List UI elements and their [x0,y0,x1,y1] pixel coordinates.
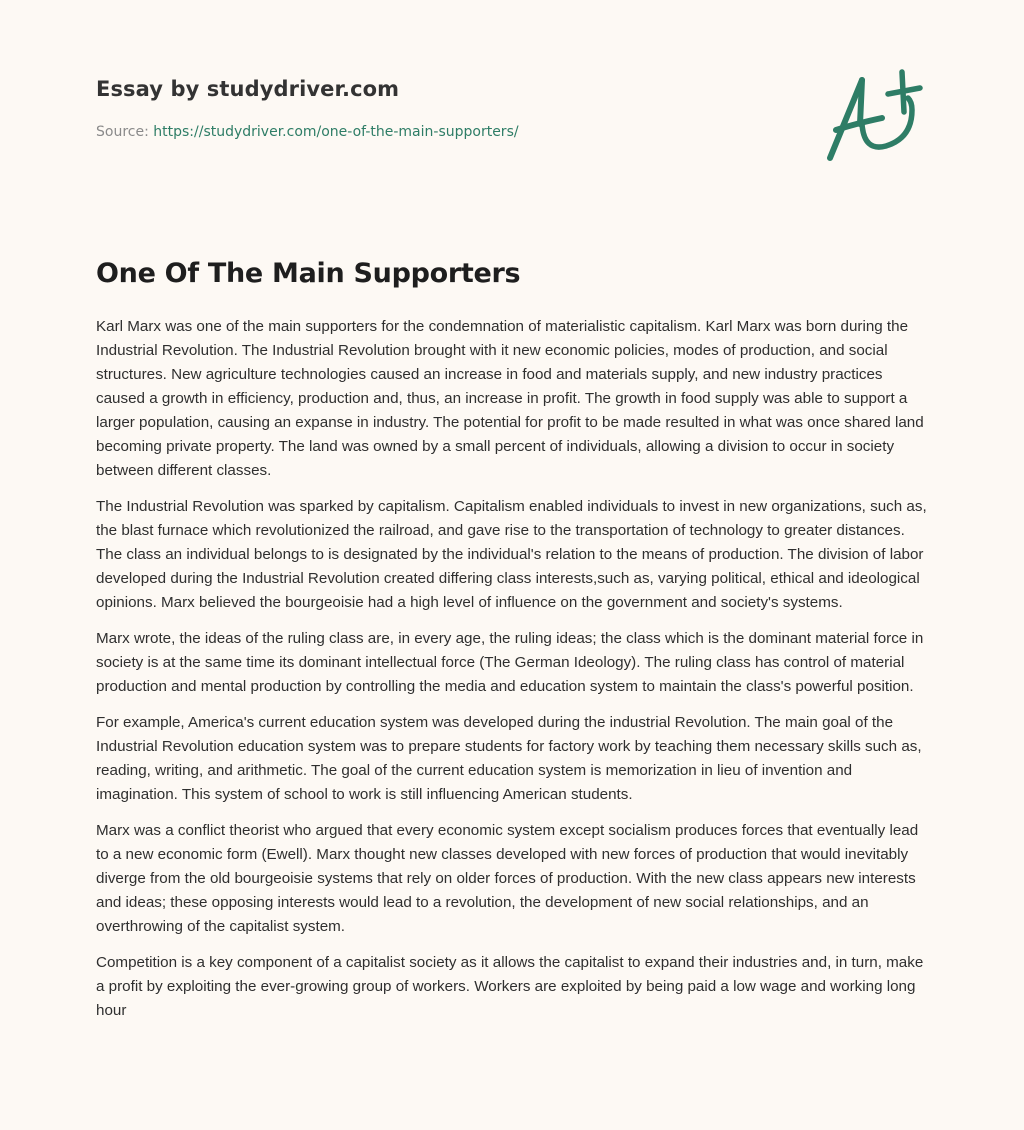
source-link[interactable]: https://studydriver.com/one-of-the-main-supporters/ [153,124,519,140]
essay-title: One Of The Main Supporters [96,258,521,289]
essay-header [96,74,796,142]
source-label: Source: [96,124,149,140]
essay-paragraph: Marx was a conflict theorist who argued that every economic system except socialism produces forces that eventually lead to a new economic form (Ewell). Marx thought new classes developed with new forces of production that would inevitably diverge from the old bourgeoisie systems that rely on older forces of production. With the new class appears new interests and ideas; these opposing interests would lead to a revolution, the development of new social relationships, and an overthrowing of the capitalist system. [96,822,919,935]
essay-paragraph: Competition is a key component of a capitalist society as it allows the capitalist to expand their industries and, in turn, make a profit by exploiting the ever-growing group of workers. Workers are exploited by being paid a low wage and working long hour [96,954,924,1019]
essay-body [96,315,928,1035]
a-plus-grade-icon [820,66,930,166]
essay-paragraph: For example, America's current education system was developed during the industrial Revolution. The main goal of the Industrial Revolution education system was to prepare students for factory work by teaching them necessary skills such as, reading, writing, and arithmetic. The goal of the current education system is memorization in lieu of invention and imagination. This system of school to work is still influencing American students. [96,714,922,803]
essay-paragraph: The Industrial Revolution was sparked by capitalism. Capitalism enabled individuals to invest in new organizations, such as, the blast furnace which revolutionized the railroad, and gave rise to the transportation of technology to greater distances. The class an individual belongs to is designated by the individual's relation to the means of production. The division of labor developed during the Industrial Revolution created differing class interests,such as, varying political, ethical and ideological opinions. Marx believed the bourgeoisie had a high level of influence on the government and society's systems. [96,498,927,611]
essay-paragraph: Karl Marx was one of the main supporters for the condemnation of materialistic capitalism. Karl Marx was born during the Industrial Revolution. The Industrial Revolution brought with it new economic policies, modes of production, and social structures. New agriculture technologies caused an increase in food and materials supply, and new industry practices caused a growth in efficiency, production and, thus, an increase in profit. The growth in food supply was able to support a larger population, causing an expanse in industry. The potential for profit to be made resulted in what was once shared land becoming private property. The land was owned by a small percent of individuals, allowing a division to occur in society between different classes. [96,318,924,479]
essay-paragraph: Marx wrote, the ideas of the ruling class are, in every age, the ruling ideas; the class which is the dominant material force in society is at the same time its dominant intellectual force (The German Ideology). The ruling class has control of material production and mental production by controlling the media and education system to maintain the class's powerful position. [96,630,924,695]
source-line [96,122,796,142]
site-title: Essay by studydriver.com [96,77,400,101]
